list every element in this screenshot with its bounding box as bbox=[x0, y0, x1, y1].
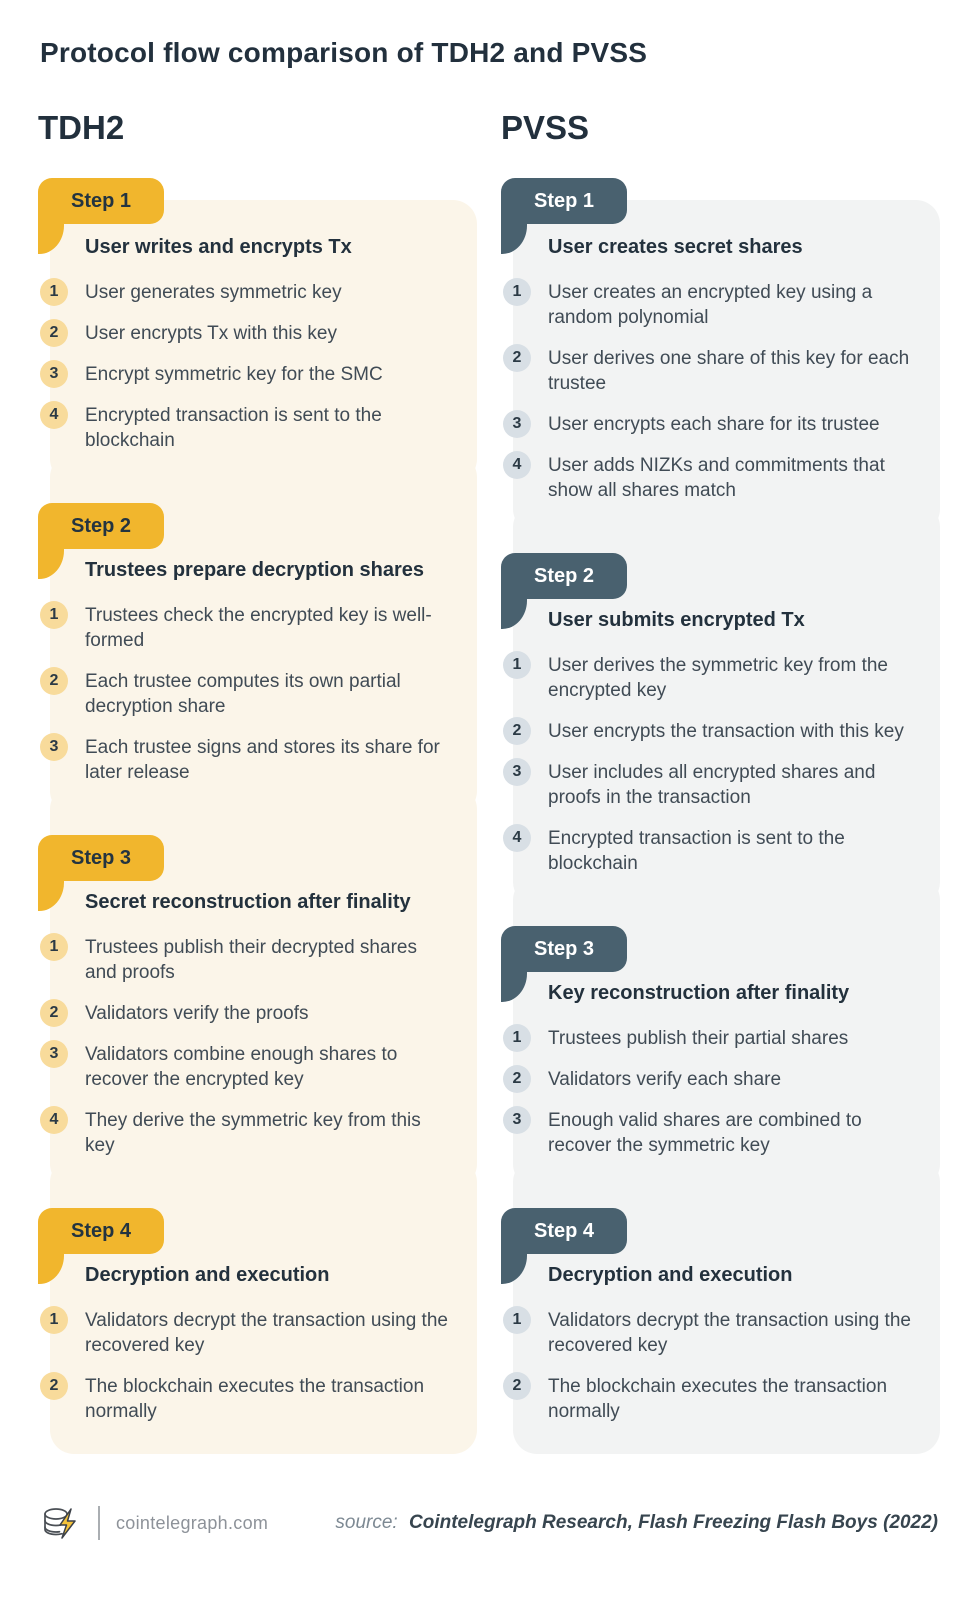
step-item-text: The blockchain executes the transaction normally bbox=[548, 1375, 888, 1422]
step-item-text: User encrypts the transaction with this key bbox=[548, 720, 904, 742]
step-badge: Step 1 bbox=[501, 178, 627, 224]
step-item-text: The blockchain executes the transaction normally bbox=[85, 1375, 425, 1422]
step-heading: User writes and encrypts Tx bbox=[85, 235, 352, 258]
step-item bbox=[49, 1108, 449, 1158]
footer-divider bbox=[98, 1506, 100, 1540]
step-card-tdh2-2 bbox=[50, 453, 477, 815]
step-item-text: Enough valid shares are combined to recover the symmetric key bbox=[548, 1109, 862, 1156]
step-item bbox=[512, 1108, 912, 1158]
step-item-text: Encrypted transaction is sent to the blockchain bbox=[548, 827, 845, 874]
item-number-badge: 4 bbox=[503, 824, 531, 852]
step-item-text: User encrypts Tx with this key bbox=[85, 322, 338, 344]
brand-block bbox=[40, 1502, 268, 1544]
step-item-text: Validators decrypt the transaction using the recovered key bbox=[548, 1309, 911, 1356]
item-number-badge: 1 bbox=[503, 278, 531, 306]
item-number-badge: 2 bbox=[503, 717, 531, 745]
step-item-text: Validators verify each share bbox=[548, 1068, 782, 1090]
source-line bbox=[335, 1512, 938, 1534]
step-badge: Step 3 bbox=[501, 926, 627, 972]
step-card-tdh2-3 bbox=[50, 785, 477, 1188]
step-heading: Decryption and execution bbox=[548, 1263, 793, 1286]
step-item-text: Trustees publish their decrypted shares and proofs bbox=[85, 936, 417, 983]
step-item-text: Trustees publish their partial shares bbox=[548, 1027, 849, 1049]
step-item-text: Each trustee computes its own partial decryption share bbox=[85, 670, 401, 717]
item-number-badge: 1 bbox=[503, 1306, 531, 1334]
step-item-text: Encrypt symmetric key for the SMC bbox=[85, 363, 383, 385]
item-number-badge: 3 bbox=[40, 733, 68, 761]
item-number-badge: 3 bbox=[40, 1040, 68, 1068]
item-number-badge: 1 bbox=[40, 933, 68, 961]
item-number-badge: 1 bbox=[503, 1024, 531, 1052]
column-title-tdh2: TDH2 bbox=[38, 108, 125, 146]
column-tdh2 bbox=[38, 108, 477, 1454]
step-item bbox=[512, 1308, 912, 1358]
item-number-badge: 4 bbox=[40, 401, 68, 429]
page-footer bbox=[40, 1502, 938, 1544]
item-number-badge: 3 bbox=[503, 758, 531, 786]
step-card-pvss-1 bbox=[512, 189, 940, 533]
step-item bbox=[512, 280, 912, 330]
step-heading: User creates secret shares bbox=[548, 235, 803, 258]
step-item-text: User derives one share of this key for each trustee bbox=[548, 347, 910, 394]
step-item bbox=[512, 453, 912, 503]
step-heading: User submits encrypted Tx bbox=[548, 608, 805, 631]
step-item-text: User includes all encrypted shares and proofs in the transaction bbox=[548, 761, 876, 808]
page-title: Protocol flow comparison of TDH2 and PVSS bbox=[40, 37, 648, 68]
item-number-badge: 2 bbox=[40, 319, 68, 347]
item-number-badge: 2 bbox=[503, 1065, 531, 1093]
item-number-badge: 1 bbox=[503, 651, 531, 679]
step-item bbox=[512, 346, 912, 396]
column-title-pvss: PVSS bbox=[501, 108, 590, 146]
footer-site-url[interactable]: cointelegraph.com bbox=[116, 1512, 269, 1533]
column-pvss bbox=[501, 108, 940, 1454]
item-number-badge: 2 bbox=[40, 667, 68, 695]
step-item bbox=[512, 653, 912, 703]
step-badge: Step 4 bbox=[38, 1208, 164, 1254]
cards-pvss bbox=[512, 189, 940, 1454]
step-card-pvss-2 bbox=[513, 503, 940, 906]
item-number-badge: 3 bbox=[503, 1106, 531, 1134]
step-badge: Step 2 bbox=[38, 503, 164, 549]
step-item bbox=[49, 403, 449, 453]
step-item bbox=[49, 1042, 449, 1092]
step-item bbox=[512, 760, 912, 810]
step-item bbox=[49, 603, 449, 653]
protocol-columns bbox=[0, 108, 980, 1454]
step-item-text: User creates an encrypted key using a random polynomial bbox=[548, 281, 873, 328]
item-number-badge: 1 bbox=[40, 601, 68, 629]
step-item bbox=[49, 1001, 449, 1026]
step-badge: Step 1 bbox=[38, 178, 164, 224]
step-card-tdh2-4 bbox=[50, 1158, 477, 1454]
step-item bbox=[49, 935, 449, 985]
step-item bbox=[49, 1374, 449, 1424]
step-item-text: They derive the symmetric key from this key bbox=[85, 1109, 421, 1156]
step-item-text: Each trustee signs and stores its share for later release bbox=[85, 736, 440, 783]
step-item-text: User adds NIZKs and commitments that show all shares match bbox=[548, 454, 885, 501]
item-number-badge: 1 bbox=[40, 1306, 68, 1334]
step-item-text: Trustees check the encrypted key is well-formed bbox=[85, 604, 432, 651]
step-heading: Secret reconstruction after finality bbox=[85, 890, 411, 913]
step-heading: Decryption and execution bbox=[85, 1263, 330, 1286]
step-item bbox=[512, 1374, 912, 1424]
step-item-text: User encrypts each share for its trustee bbox=[548, 413, 880, 435]
step-card-tdh2-1 bbox=[49, 189, 477, 483]
source-text: Cointelegraph Research, Flash Freezing Flash Boys (2022) bbox=[409, 1512, 938, 1533]
step-item bbox=[512, 1067, 912, 1092]
source-label: source: bbox=[335, 1512, 398, 1533]
step-item bbox=[49, 280, 449, 305]
step-card-pvss-3 bbox=[513, 876, 940, 1188]
step-item bbox=[512, 826, 912, 876]
step-heading: Key reconstruction after finality bbox=[548, 981, 850, 1004]
step-item bbox=[49, 1308, 449, 1358]
step-item bbox=[512, 1026, 912, 1051]
cards-tdh2 bbox=[49, 189, 477, 1454]
item-number-badge: 2 bbox=[40, 1372, 68, 1400]
step-item bbox=[49, 321, 449, 346]
step-item bbox=[49, 669, 449, 719]
item-number-badge: 4 bbox=[503, 451, 531, 479]
step-item-text: User generates symmetric key bbox=[85, 281, 342, 303]
item-number-badge: 2 bbox=[503, 344, 531, 372]
item-number-badge: 3 bbox=[40, 360, 68, 388]
step-heading: Trustees prepare decryption shares bbox=[85, 558, 425, 581]
step-item-text: Encrypted transaction is sent to the blockchain bbox=[85, 404, 382, 451]
step-item-text: Validators verify the proofs bbox=[85, 1002, 309, 1024]
step-item-text: User derives the symmetric key from the encrypted key bbox=[548, 654, 888, 701]
step-card-pvss-4 bbox=[513, 1158, 940, 1454]
step-badge: Step 2 bbox=[501, 553, 627, 599]
step-item bbox=[49, 735, 449, 785]
cointelegraph-logo-icon bbox=[40, 1502, 82, 1544]
step-item-text: Validators combine enough shares to recover the encrypted key bbox=[85, 1043, 398, 1090]
item-number-badge: 2 bbox=[503, 1372, 531, 1400]
item-number-badge: 3 bbox=[503, 410, 531, 438]
item-number-badge: 2 bbox=[40, 999, 68, 1027]
item-number-badge: 4 bbox=[40, 1106, 68, 1134]
step-item bbox=[49, 362, 449, 387]
step-item-text: Validators decrypt the transaction using the recovered key bbox=[85, 1309, 448, 1356]
item-number-badge: 1 bbox=[40, 278, 68, 306]
step-item bbox=[512, 719, 912, 744]
step-item bbox=[512, 412, 912, 437]
step-badge: Step 4 bbox=[501, 1208, 627, 1254]
step-badge: Step 3 bbox=[38, 835, 164, 881]
